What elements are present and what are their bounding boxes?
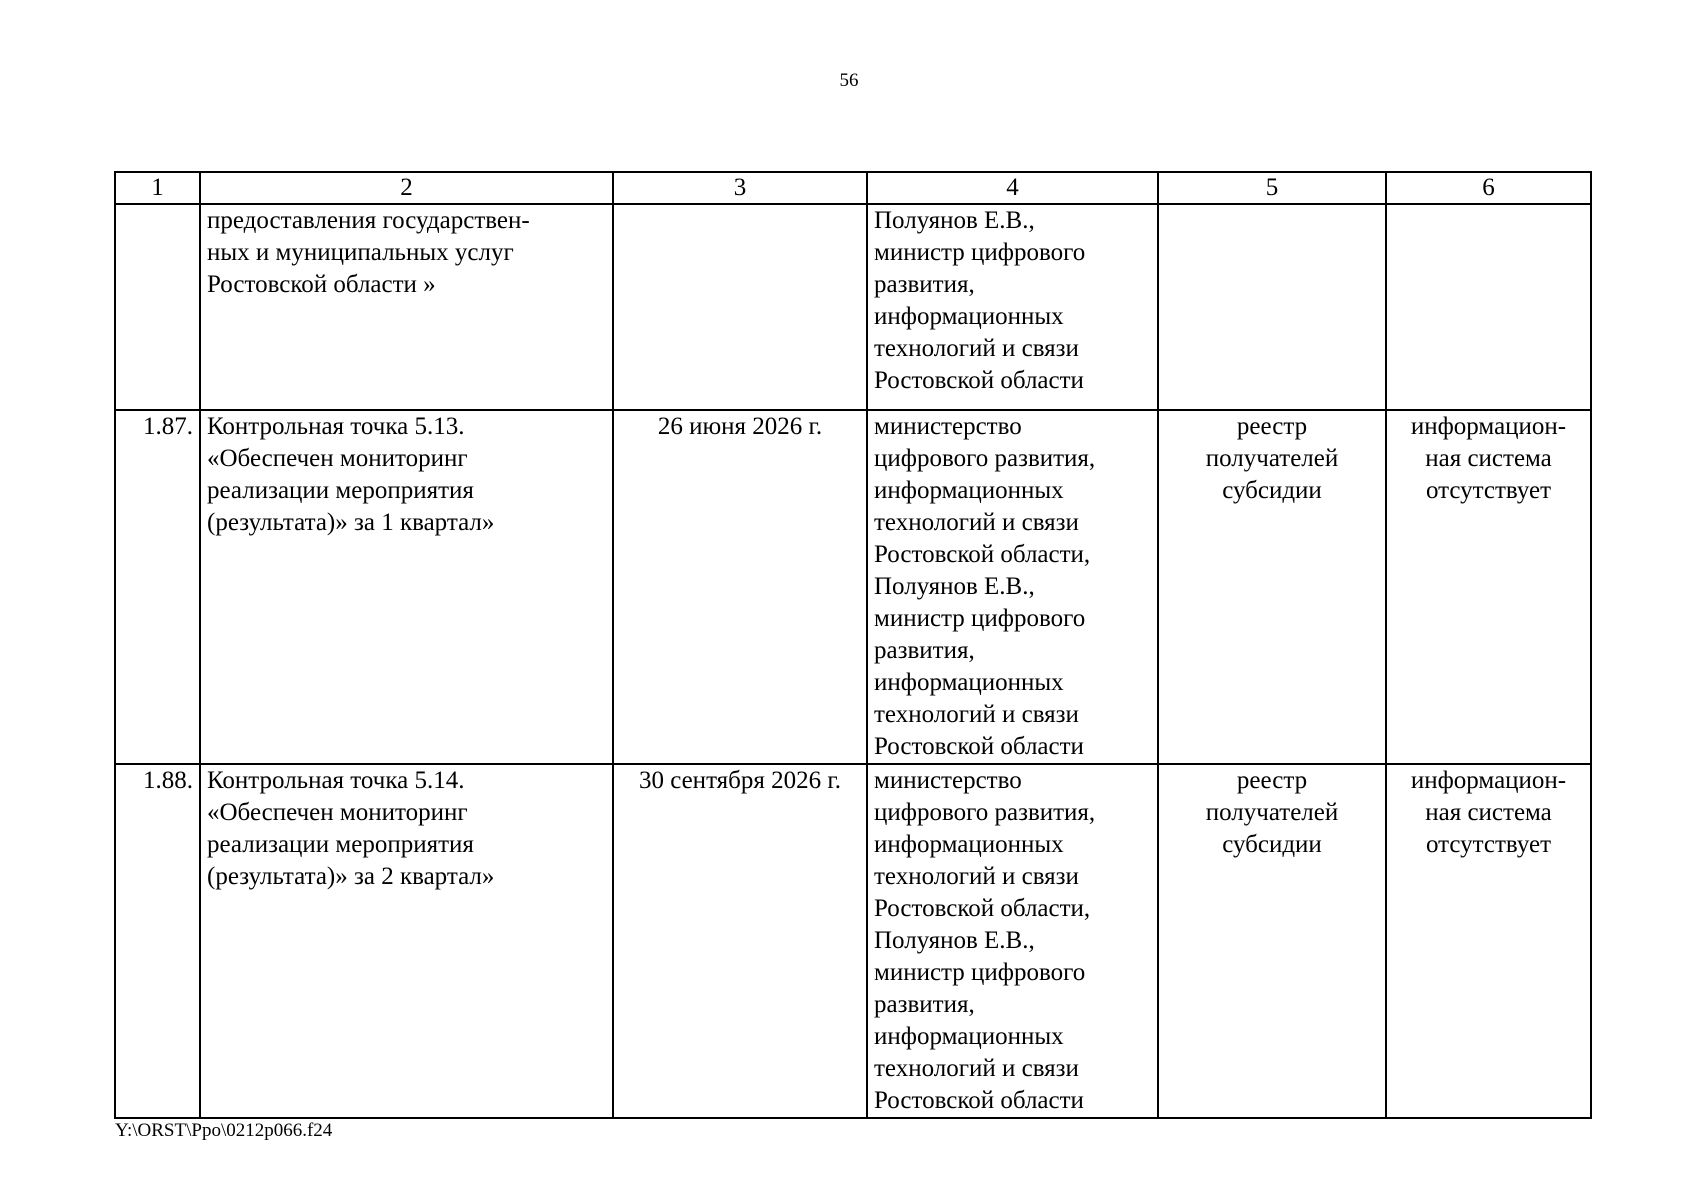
responsible-line: Полуянов Е.В., (874, 207, 1035, 234)
info-system-line: отсутствует (1425, 831, 1552, 858)
date-cell (613, 204, 867, 410)
row-number-cell (115, 204, 200, 410)
table-row (115, 764, 1591, 1118)
table-row (115, 204, 1591, 410)
column-header-1: 1 (115, 172, 200, 204)
date-cell: 26 июня 2026 г. (613, 410, 867, 764)
column-header-5: 5 (1158, 172, 1386, 204)
column-header-2: 2 (200, 172, 613, 204)
row-number-cell: 1.88. (115, 764, 200, 1118)
page-number: 56 (839, 70, 859, 91)
description-cell (200, 204, 613, 410)
document-line: субсидии (1222, 477, 1322, 504)
document-line: реестр (1236, 767, 1308, 794)
info-system-line: ная система (1425, 445, 1552, 472)
info-system-line: информацион- (1410, 413, 1567, 440)
responsible-line: министр цифрового (874, 959, 1086, 986)
responsible-cell (867, 410, 1158, 764)
description-line: «Обеспечен мониторинг (207, 799, 468, 826)
responsible-line: развития, (874, 271, 975, 298)
responsible-line: информационных (874, 477, 1064, 504)
responsible-line: Ростовской области (874, 733, 1084, 760)
description-cell (200, 764, 613, 1118)
responsible-line: развития, (874, 637, 975, 664)
table-header-row (115, 172, 1591, 204)
responsible-line: технологий и связи (874, 701, 1079, 728)
description-line: ных и муниципальных услуг (207, 239, 514, 266)
description-line: (результата)» за 2 квартал» (207, 863, 495, 890)
responsible-line: Ростовской области, (874, 541, 1091, 568)
responsible-line: информационных (874, 669, 1064, 696)
description-line: «Обеспечен мониторинг (207, 445, 468, 472)
document-cell (1158, 204, 1386, 410)
responsible-line: технологий и связи (874, 863, 1079, 890)
description-line: (результата)» за 1 квартал» (207, 509, 495, 536)
column-header-3: 3 (613, 172, 867, 204)
info-system-cell (1386, 204, 1591, 410)
document-line: получателей (1205, 799, 1339, 826)
column-header-6: 6 (1386, 172, 1591, 204)
responsible-line: Полуянов Е.В., (874, 573, 1035, 600)
responsible-line: министр цифрового (874, 605, 1086, 632)
responsible-line: Ростовской области (874, 367, 1084, 394)
description-line: предоставления государствен- (207, 207, 530, 234)
document-line: реестр (1236, 413, 1308, 440)
description-line: Контрольная точка 5.13. (207, 413, 465, 440)
description-cell (200, 410, 613, 764)
document-line: субсидии (1222, 831, 1322, 858)
responsible-line: министр цифрового (874, 239, 1086, 266)
responsible-line: Полуянов Е.В., (874, 927, 1035, 954)
info-system-line: информацион- (1410, 767, 1567, 794)
document-cell (1158, 410, 1386, 764)
table-row (115, 410, 1591, 764)
description-line: реализации мероприятия (207, 477, 474, 504)
control-points-table (114, 171, 1592, 1119)
info-system-cell (1386, 764, 1591, 1118)
responsible-line: информационных (874, 303, 1064, 330)
responsible-line: развития, (874, 991, 975, 1018)
responsible-line: информационных (874, 1023, 1064, 1050)
info-system-line: ная система (1425, 799, 1552, 826)
description-line: реализации мероприятия (207, 831, 474, 858)
info-system-cell (1386, 410, 1591, 764)
responsible-line: технологий и связи (874, 335, 1079, 362)
info-system-line: отсутствует (1425, 477, 1552, 504)
responsible-cell (867, 764, 1158, 1118)
description-line: Контрольная точка 5.14. (207, 767, 465, 794)
row-number-cell: 1.87. (115, 410, 200, 764)
responsible-line: Ростовской области, (874, 895, 1091, 922)
date-cell: 30 сентября 2026 г. (613, 764, 867, 1118)
responsible-line: информационных (874, 831, 1064, 858)
responsible-line: Ростовской области (874, 1087, 1084, 1114)
responsible-line: цифрового развития, (874, 445, 1096, 472)
file-path-footer: Y:\ORST\Ppo\0212p066.f24 (115, 1120, 333, 1141)
column-header-4: 4 (867, 172, 1158, 204)
responsible-cell (867, 204, 1158, 410)
responsible-line: цифрового развития, (874, 799, 1096, 826)
responsible-line: министерство (874, 767, 1022, 794)
responsible-line: технологий и связи (874, 1055, 1079, 1082)
description-line: Ростовской области » (207, 271, 436, 298)
document-cell (1158, 764, 1386, 1118)
responsible-line: технологий и связи (874, 509, 1079, 536)
responsible-line: министерство (874, 413, 1022, 440)
document-line: получателей (1205, 445, 1339, 472)
